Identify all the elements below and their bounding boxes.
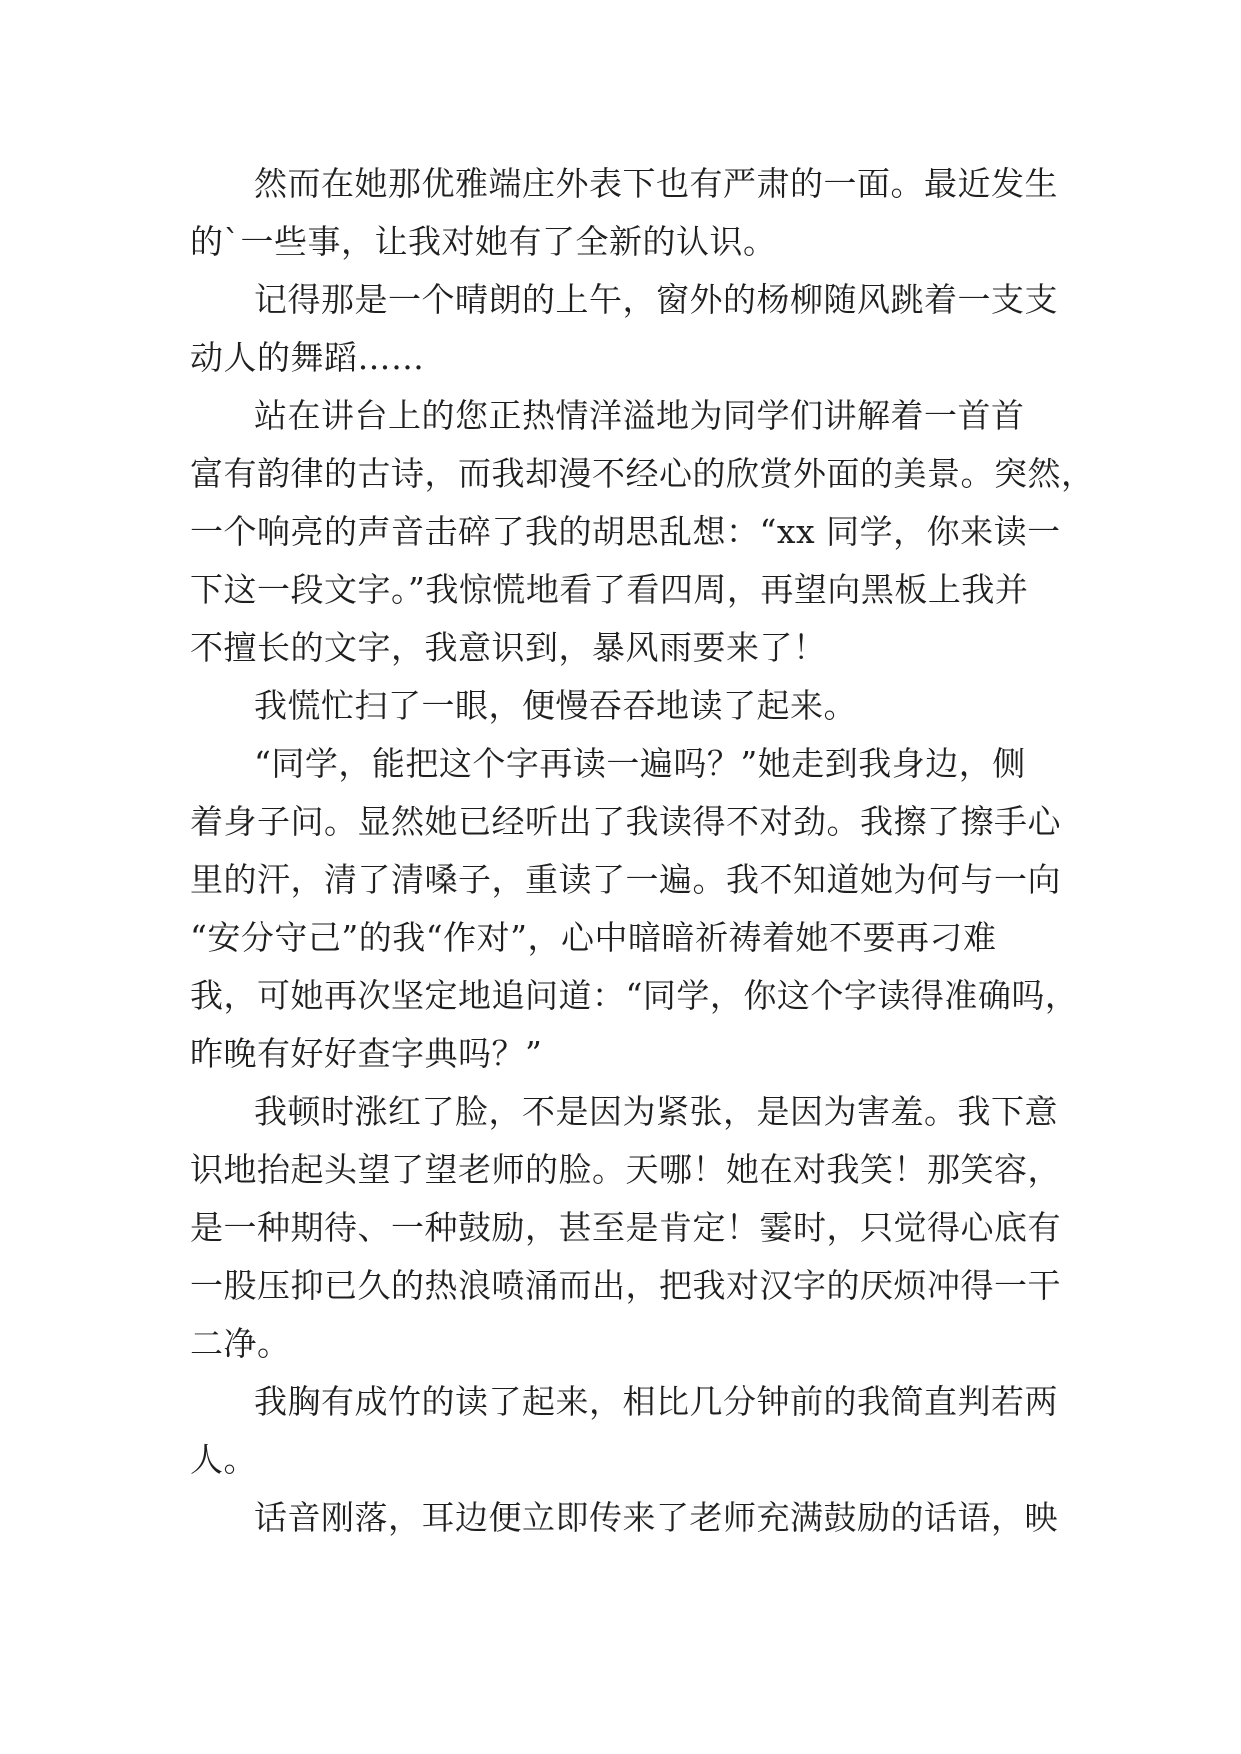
text-line: 我顿时涨红了脸，不是因为紧张，是因为害羞。我下意 xyxy=(254,1092,1058,1131)
text-line: 我慌忙扫了一眼，便慢吞吞地读了起来。 xyxy=(254,686,857,725)
text-line: 站在讲台上的您正热情洋溢地为同学们讲解着一首首 xyxy=(254,396,1025,435)
text-line: 的`一些事，让我对她有了全新的认识。 xyxy=(190,222,777,261)
text-line: 下这一段文字。”我惊慌地看了看四周，再望向黑板上我并 xyxy=(190,570,1029,609)
text-line: 一股压抑已久的热浪喷涌而出，把我对汉字的厌烦冲得一干 xyxy=(190,1266,1061,1305)
text-line: 二净。 xyxy=(190,1324,291,1363)
text-line: 我，可她再次坚定地追问道：“同学，你这个字读得准确吗， xyxy=(190,976,1079,1015)
text-line: 富有韵律的古诗，而我却漫不经心的欣赏外面的美景。突然， xyxy=(190,454,1095,493)
text-line: 人。 xyxy=(190,1440,257,1479)
text-line: 记得那是一个晴朗的上午，窗外的杨柳随风跳着一支支 xyxy=(254,280,1058,319)
text-line: 一个响亮的声音击碎了我的胡思乱想：“xx 同学，你来读一 xyxy=(190,512,1061,551)
text-line: 里的汗，清了清嗓子，重读了一遍。我不知道她为何与一向 xyxy=(190,860,1061,899)
text-line: 动人的舞蹈…… xyxy=(190,338,425,377)
text-line: “安分守己”的我“作对”，心中暗暗祈祷着她不要再刁难 xyxy=(190,918,997,957)
text-line: 昨晚有好好查字典吗？” xyxy=(190,1034,543,1073)
text-line: 着身子问。显然她已经听出了我读得不对劲。我擦了擦手心 xyxy=(190,802,1061,841)
text-line: “同学，能把这个字再读一遍吗？”她走到我身边，侧 xyxy=(254,744,1026,783)
text-line: 话音刚落，耳边便立即传来了老师充满鼓励的话语，映 xyxy=(254,1498,1058,1537)
text-line: 识地抬起头望了望老师的脸。天哪！她在对我笑！那笑容， xyxy=(190,1150,1061,1189)
text-line: 我胸有成竹的读了起来，相比几分钟前的我简直判若两 xyxy=(254,1382,1058,1421)
text-line: 是一种期待、一种鼓励，甚至是肯定！霎时，只觉得心底有 xyxy=(190,1208,1061,1247)
text-line: 然而在她那优雅端庄外表下也有严肃的一面。最近发生 xyxy=(254,164,1058,203)
text-line: 不擅长的文字，我意识到，暴风雨要来了！ xyxy=(190,628,827,667)
